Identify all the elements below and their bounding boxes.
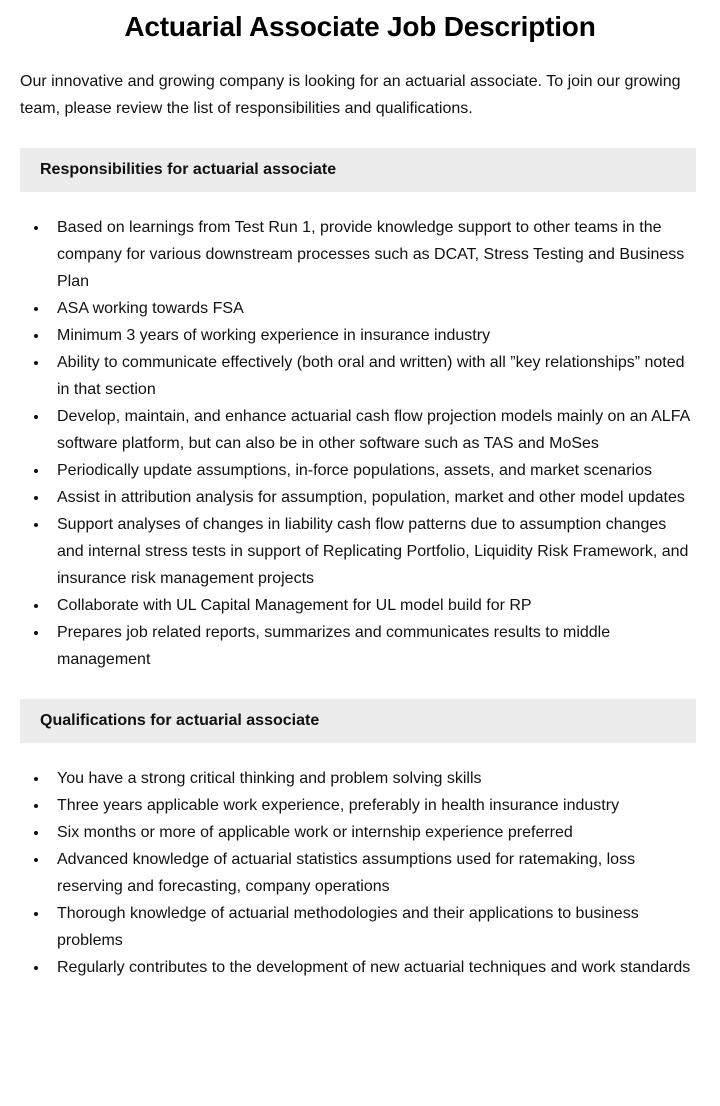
list-item: • Prepares job related reports, summarizes and communicates results to middle management bbox=[49, 619, 696, 673]
section-heading-qualifications: Qualifications for actuarial associate bbox=[20, 699, 696, 743]
section-heading-responsibilities: Responsibilities for actuarial associate bbox=[20, 148, 696, 192]
list-item: • Advanced knowledge of actuarial statistics assumptions used for ratemaking, loss reserving and forecasting, company operations bbox=[49, 846, 696, 900]
list-item: • Support analyses of changes in liability cash flow patterns due to assumption changes and internal stress tests in support of Replicating Portfolio, Liquidity Risk Framework, and insurance risk management projects bbox=[49, 511, 696, 592]
intro-paragraph: Our innovative and growing company is looking for an actuarial associate. To join our growing team, please review the list of responsibilities and qualifications. bbox=[20, 73, 681, 117]
section-responsibilities bbox=[0, 148, 720, 673]
list-item: • Periodically update assumptions, in-force populations, assets, and market scenarios bbox=[49, 457, 696, 484]
list-item: • Three years applicable work experience, preferably in health insurance industry bbox=[49, 792, 696, 819]
list-item: • You have a strong critical thinking and problem solving skills bbox=[49, 765, 696, 792]
responsibilities-list bbox=[20, 214, 696, 673]
page-title: Actuarial Associate Job Description bbox=[124, 11, 596, 42]
list-item: • Six months or more of applicable work or internship experience preferred bbox=[49, 819, 696, 846]
qualifications-list bbox=[20, 765, 696, 981]
list-item: • Minimum 3 years of working experience in insurance industry bbox=[49, 322, 696, 349]
list-item: • Collaborate with UL Capital Management for UL model build for RP bbox=[49, 592, 696, 619]
list-item: • Thorough knowledge of actuarial methodologies and their applications to business problems bbox=[49, 900, 696, 954]
section-qualifications bbox=[0, 699, 720, 981]
list-item: • Based on learnings from Test Run 1, provide knowledge support to other teams in the company for various downstream processes such as DCAT, Stress Testing and Business Plan bbox=[49, 214, 696, 295]
list-item: • Ability to communicate effectively (both oral and written) with all ”key relationships” noted in that section bbox=[49, 349, 696, 403]
list-item: • Regularly contributes to the development of new actuarial techniques and work standards bbox=[49, 954, 696, 981]
list-item: • Assist in attribution analysis for assumption, population, market and other model updates bbox=[49, 484, 696, 511]
list-item: • ASA working towards FSA bbox=[49, 295, 696, 322]
list-item: • Develop, maintain, and enhance actuarial cash flow projection models mainly on an ALFA software platform, but can also be in other software such as TAS and MoSes bbox=[49, 403, 696, 457]
